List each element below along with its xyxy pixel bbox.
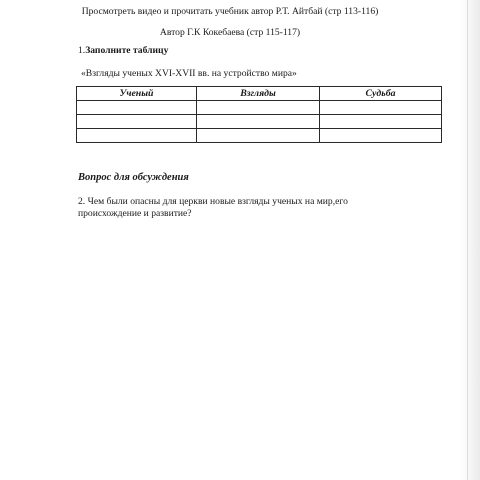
table-cell[interactable] xyxy=(197,101,320,115)
table-cell[interactable] xyxy=(320,129,442,143)
table-cell[interactable] xyxy=(320,101,442,115)
column-header-fate: Судьба xyxy=(320,87,442,101)
task-title: Заполните таблицу xyxy=(85,45,169,56)
table-cell[interactable] xyxy=(77,101,197,115)
column-header-scientist: Ученый xyxy=(77,87,197,101)
table-cell[interactable] xyxy=(77,129,197,143)
table-row xyxy=(77,101,442,115)
table-caption: «Взгляды ученых XVI-XVII вв. на устройство мира» xyxy=(81,68,297,79)
table-header-row xyxy=(77,87,442,101)
table-cell[interactable] xyxy=(320,115,442,129)
page-edge xyxy=(460,0,480,480)
table-cell[interactable] xyxy=(197,115,320,129)
task-number: 1. xyxy=(78,45,86,56)
discussion-question-line-1: 2. Чем были опасны для церкви новые взгляды ученых на мир,его xyxy=(78,196,348,207)
table-cell[interactable] xyxy=(197,129,320,143)
discussion-question-line-2: происхождение и развитие? xyxy=(78,208,192,219)
discussion-heading: Вопрос для обсуждения xyxy=(78,172,189,183)
instruction-line-2: Автор Г.К Кокебаева (стр 115-117) xyxy=(159,27,301,38)
instruction-line-1: Просмотреть видео и прочитать учебник автор Р.Т. Айтбай (стр 113-116) xyxy=(81,6,379,17)
table-cell[interactable] xyxy=(77,115,197,129)
task-heading xyxy=(78,45,168,57)
column-header-views: Взгляды xyxy=(197,87,320,101)
scientists-table xyxy=(76,86,442,143)
table-row xyxy=(77,129,442,143)
table-row xyxy=(77,115,442,129)
